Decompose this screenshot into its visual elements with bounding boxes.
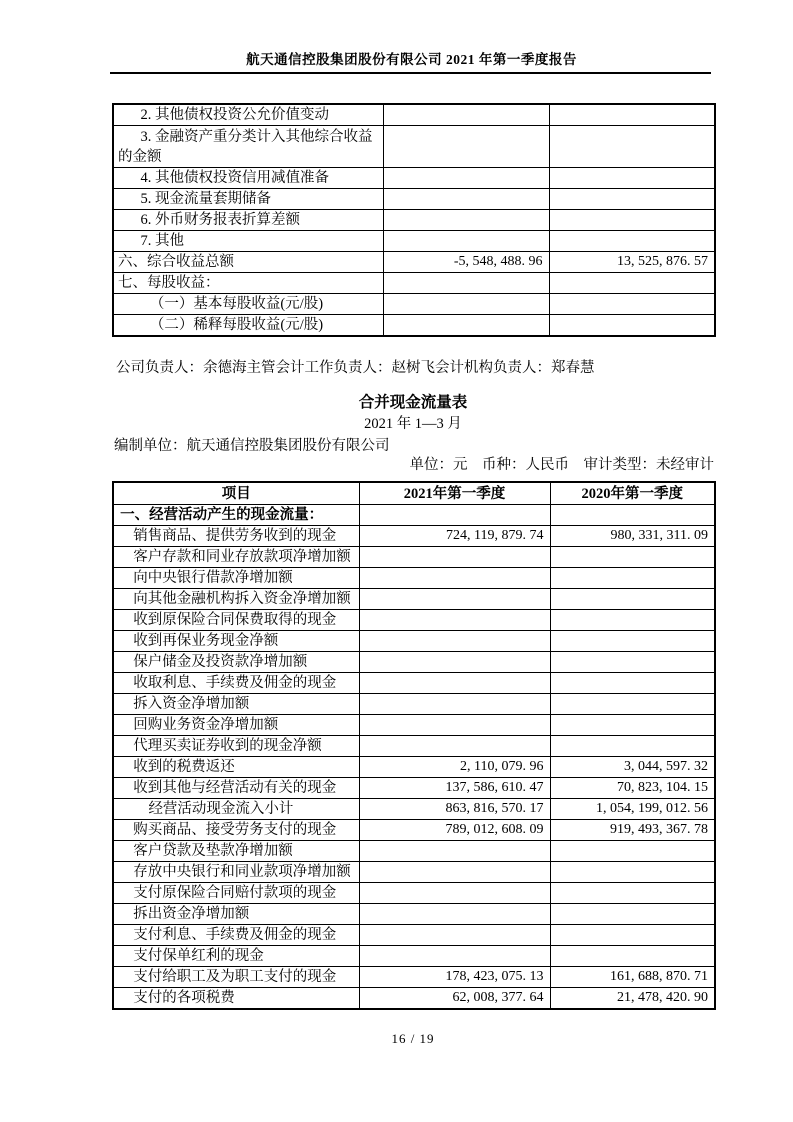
table-row	[113, 315, 715, 337]
value-2021-cell	[359, 694, 550, 715]
item-cell: 收到其他与经营活动有关的现金	[113, 778, 359, 799]
value-2020-cell	[550, 925, 715, 946]
value-2020-cell	[550, 841, 715, 862]
table-row	[113, 505, 715, 526]
table-row	[113, 778, 715, 799]
item-cell: 代理买卖证券收到的现金净额	[113, 736, 359, 757]
value-2020-cell	[550, 862, 715, 883]
value-2020-cell	[550, 946, 715, 967]
table-row	[113, 189, 715, 210]
value-2021-cell	[383, 231, 549, 252]
column-header-2020: 2020年第一季度	[550, 482, 715, 505]
item-cell: 客户存款和同业存放款项净增加额	[113, 547, 359, 568]
value-2020-cell	[549, 104, 715, 126]
value-2020-cell	[550, 505, 715, 526]
table-row	[113, 799, 715, 820]
table-row	[113, 210, 715, 231]
value-2021-cell	[359, 862, 550, 883]
value-2021-cell: 724, 119, 879. 74	[359, 526, 550, 547]
item-cell: 保户储金及投资款净增加额	[113, 652, 359, 673]
table-row	[113, 736, 715, 757]
cashflow-table-body	[113, 505, 715, 1010]
prepared-by-line: 编制单位：航天通信控股集团股份有限公司	[114, 438, 390, 454]
table-row	[113, 841, 715, 862]
value-2021-cell	[359, 673, 550, 694]
value-2021-cell	[359, 547, 550, 568]
report-header-title: 航天通信控股集团股份有限公司 2021 年第一季度报告	[246, 52, 577, 67]
table-row	[113, 925, 715, 946]
table-row	[113, 694, 715, 715]
table-row	[113, 231, 715, 252]
table-row	[113, 294, 715, 315]
item-cell: 支付给职工及为职工支付的现金	[113, 967, 359, 988]
table-row	[113, 967, 715, 988]
income-table-body	[113, 104, 715, 336]
value-2021-cell: 789, 012, 608. 09	[359, 820, 550, 841]
item-cell: 7. 其他	[113, 231, 383, 252]
item-cell: 拆出资金净增加额	[113, 904, 359, 925]
value-2020-cell	[550, 715, 715, 736]
value-2020-cell	[550, 652, 715, 673]
item-cell: 六、综合收益总额	[113, 252, 383, 273]
table-row	[113, 252, 715, 273]
value-2020-cell: 919, 493, 367. 78	[550, 820, 715, 841]
table-row	[113, 126, 715, 168]
value-2020-cell	[550, 904, 715, 925]
table-row	[113, 988, 715, 1010]
value-2021-cell: 863, 816, 570. 17	[359, 799, 550, 820]
item-cell: 6. 外币财务报表折算差额	[113, 210, 383, 231]
value-2021-cell	[383, 168, 549, 189]
table-row	[113, 589, 715, 610]
value-2020-cell: 980, 331, 311. 09	[550, 526, 715, 547]
value-2021-cell	[359, 946, 550, 967]
table-row	[113, 862, 715, 883]
item-cell: 收到再保业务现金净额	[113, 631, 359, 652]
value-2020-cell	[549, 231, 715, 252]
value-2020-cell: 70, 823, 104. 15	[550, 778, 715, 799]
table-row	[113, 757, 715, 778]
value-2020-cell	[549, 126, 715, 168]
table-row	[113, 652, 715, 673]
value-2020-cell: 21, 478, 420. 90	[550, 988, 715, 1010]
column-header-item: 项目	[113, 482, 359, 505]
value-2021-cell	[383, 104, 549, 126]
value-2020-cell	[550, 736, 715, 757]
table-row	[113, 168, 715, 189]
item-cell: 3. 金融资产重分类计入其他综合收益的金额	[113, 126, 383, 168]
value-2020-cell	[550, 589, 715, 610]
item-cell: 存放中央银行和同业款项净增加额	[113, 862, 359, 883]
value-2021-cell	[383, 273, 549, 294]
item-cell: （一）基本每股收益(元/股)	[113, 294, 383, 315]
value-2020-cell: 13, 525, 876. 57	[549, 252, 715, 273]
value-2021-cell	[359, 631, 550, 652]
value-2021-cell	[383, 294, 549, 315]
table-row	[113, 631, 715, 652]
item-cell: 向中央银行借款净增加额	[113, 568, 359, 589]
table-row	[113, 883, 715, 904]
item-cell: 2. 其他债权投资公允价值变动	[113, 104, 383, 126]
value-2020-cell	[550, 631, 715, 652]
value-2021-cell	[359, 883, 550, 904]
table-row	[113, 946, 715, 967]
value-2021-cell	[383, 315, 549, 337]
item-cell: 支付的各项税费	[113, 988, 359, 1010]
units-currency-audit-line: 单位：元 币种：人民币 审计类型：未经审计	[409, 457, 714, 473]
value-2020-cell	[550, 547, 715, 568]
cashflow-table	[112, 481, 716, 1010]
value-2021-cell	[359, 715, 550, 736]
table-row	[113, 820, 715, 841]
value-2021-cell	[359, 904, 550, 925]
value-2021-cell	[359, 841, 550, 862]
value-2021-cell	[383, 189, 549, 210]
value-2020-cell	[550, 883, 715, 904]
value-2020-cell	[550, 610, 715, 631]
value-2021-cell: 178, 423, 075. 13	[359, 967, 550, 988]
header-rule	[110, 72, 711, 74]
cashflow-table-header	[113, 482, 715, 505]
table-row	[113, 904, 715, 925]
value-2021-cell: 62, 008, 377. 64	[359, 988, 550, 1010]
value-2020-cell	[549, 273, 715, 294]
value-2020-cell	[549, 294, 715, 315]
item-cell: （二）稀释每股收益(元/股)	[113, 315, 383, 337]
item-cell: 购买商品、接受劳务支付的现金	[113, 820, 359, 841]
value-2020-cell	[549, 210, 715, 231]
item-cell: 收到的税费返还	[113, 757, 359, 778]
table-row	[113, 104, 715, 126]
table-row	[113, 273, 715, 294]
table-row	[113, 610, 715, 631]
page-number: 16 / 19	[391, 1031, 435, 1046]
value-2021-cell	[359, 925, 550, 946]
value-2021-cell: -5, 548, 488. 96	[383, 252, 549, 273]
cashflow-statement-title: 合并现金流量表	[358, 394, 468, 411]
item-cell: 销售商品、提供劳务收到的现金	[113, 526, 359, 547]
item-cell: 收取利息、手续费及佣金的现金	[113, 673, 359, 694]
item-cell: 客户贷款及垫款净增加额	[113, 841, 359, 862]
item-cell: 支付利息、手续费及佣金的现金	[113, 925, 359, 946]
value-2021-cell: 2, 110, 079. 96	[359, 757, 550, 778]
statement-period: 2021 年 1—3 月	[364, 416, 462, 432]
responsible-persons-line: 公司负责人：余德海主管会计工作负责人：赵树飞会计机构负责人：郑春慧	[116, 360, 595, 376]
item-cell: 一、经营活动产生的现金流量：	[113, 505, 359, 526]
item-cell: 5. 现金流量套期储备	[113, 189, 383, 210]
item-cell: 经营活动现金流入小计	[113, 799, 359, 820]
table-row	[113, 547, 715, 568]
table-row	[113, 673, 715, 694]
item-cell: 收到原保险合同保费取得的现金	[113, 610, 359, 631]
value-2020-cell	[549, 168, 715, 189]
header-row	[113, 482, 715, 505]
value-2021-cell	[359, 610, 550, 631]
table-row	[113, 568, 715, 589]
value-2021-cell	[383, 210, 549, 231]
item-cell: 回购业务资金净增加额	[113, 715, 359, 736]
value-2020-cell	[550, 694, 715, 715]
table-row	[113, 526, 715, 547]
item-cell: 支付原保险合同赔付款项的现金	[113, 883, 359, 904]
value-2020-cell	[550, 673, 715, 694]
value-2021-cell: 137, 586, 610. 47	[359, 778, 550, 799]
value-2020-cell: 161, 688, 870. 71	[550, 967, 715, 988]
value-2021-cell	[383, 126, 549, 168]
value-2020-cell	[549, 315, 715, 337]
value-2020-cell: 1, 054, 199, 012. 56	[550, 799, 715, 820]
item-cell: 拆入资金净增加额	[113, 694, 359, 715]
value-2020-cell	[550, 568, 715, 589]
income-statement-table	[112, 103, 716, 337]
column-header-2021: 2021年第一季度	[359, 482, 550, 505]
item-cell: 支付保单红利的现金	[113, 946, 359, 967]
value-2021-cell	[359, 589, 550, 610]
value-2020-cell	[549, 189, 715, 210]
value-2021-cell	[359, 505, 550, 526]
item-cell: 4. 其他债权投资信用减值准备	[113, 168, 383, 189]
value-2021-cell	[359, 736, 550, 757]
item-cell: 向其他金融机构拆入资金净增加额	[113, 589, 359, 610]
item-cell: 七、每股收益：	[113, 273, 383, 294]
value-2021-cell	[359, 568, 550, 589]
value-2021-cell	[359, 652, 550, 673]
value-2020-cell: 3, 044, 597. 32	[550, 757, 715, 778]
table-row	[113, 715, 715, 736]
